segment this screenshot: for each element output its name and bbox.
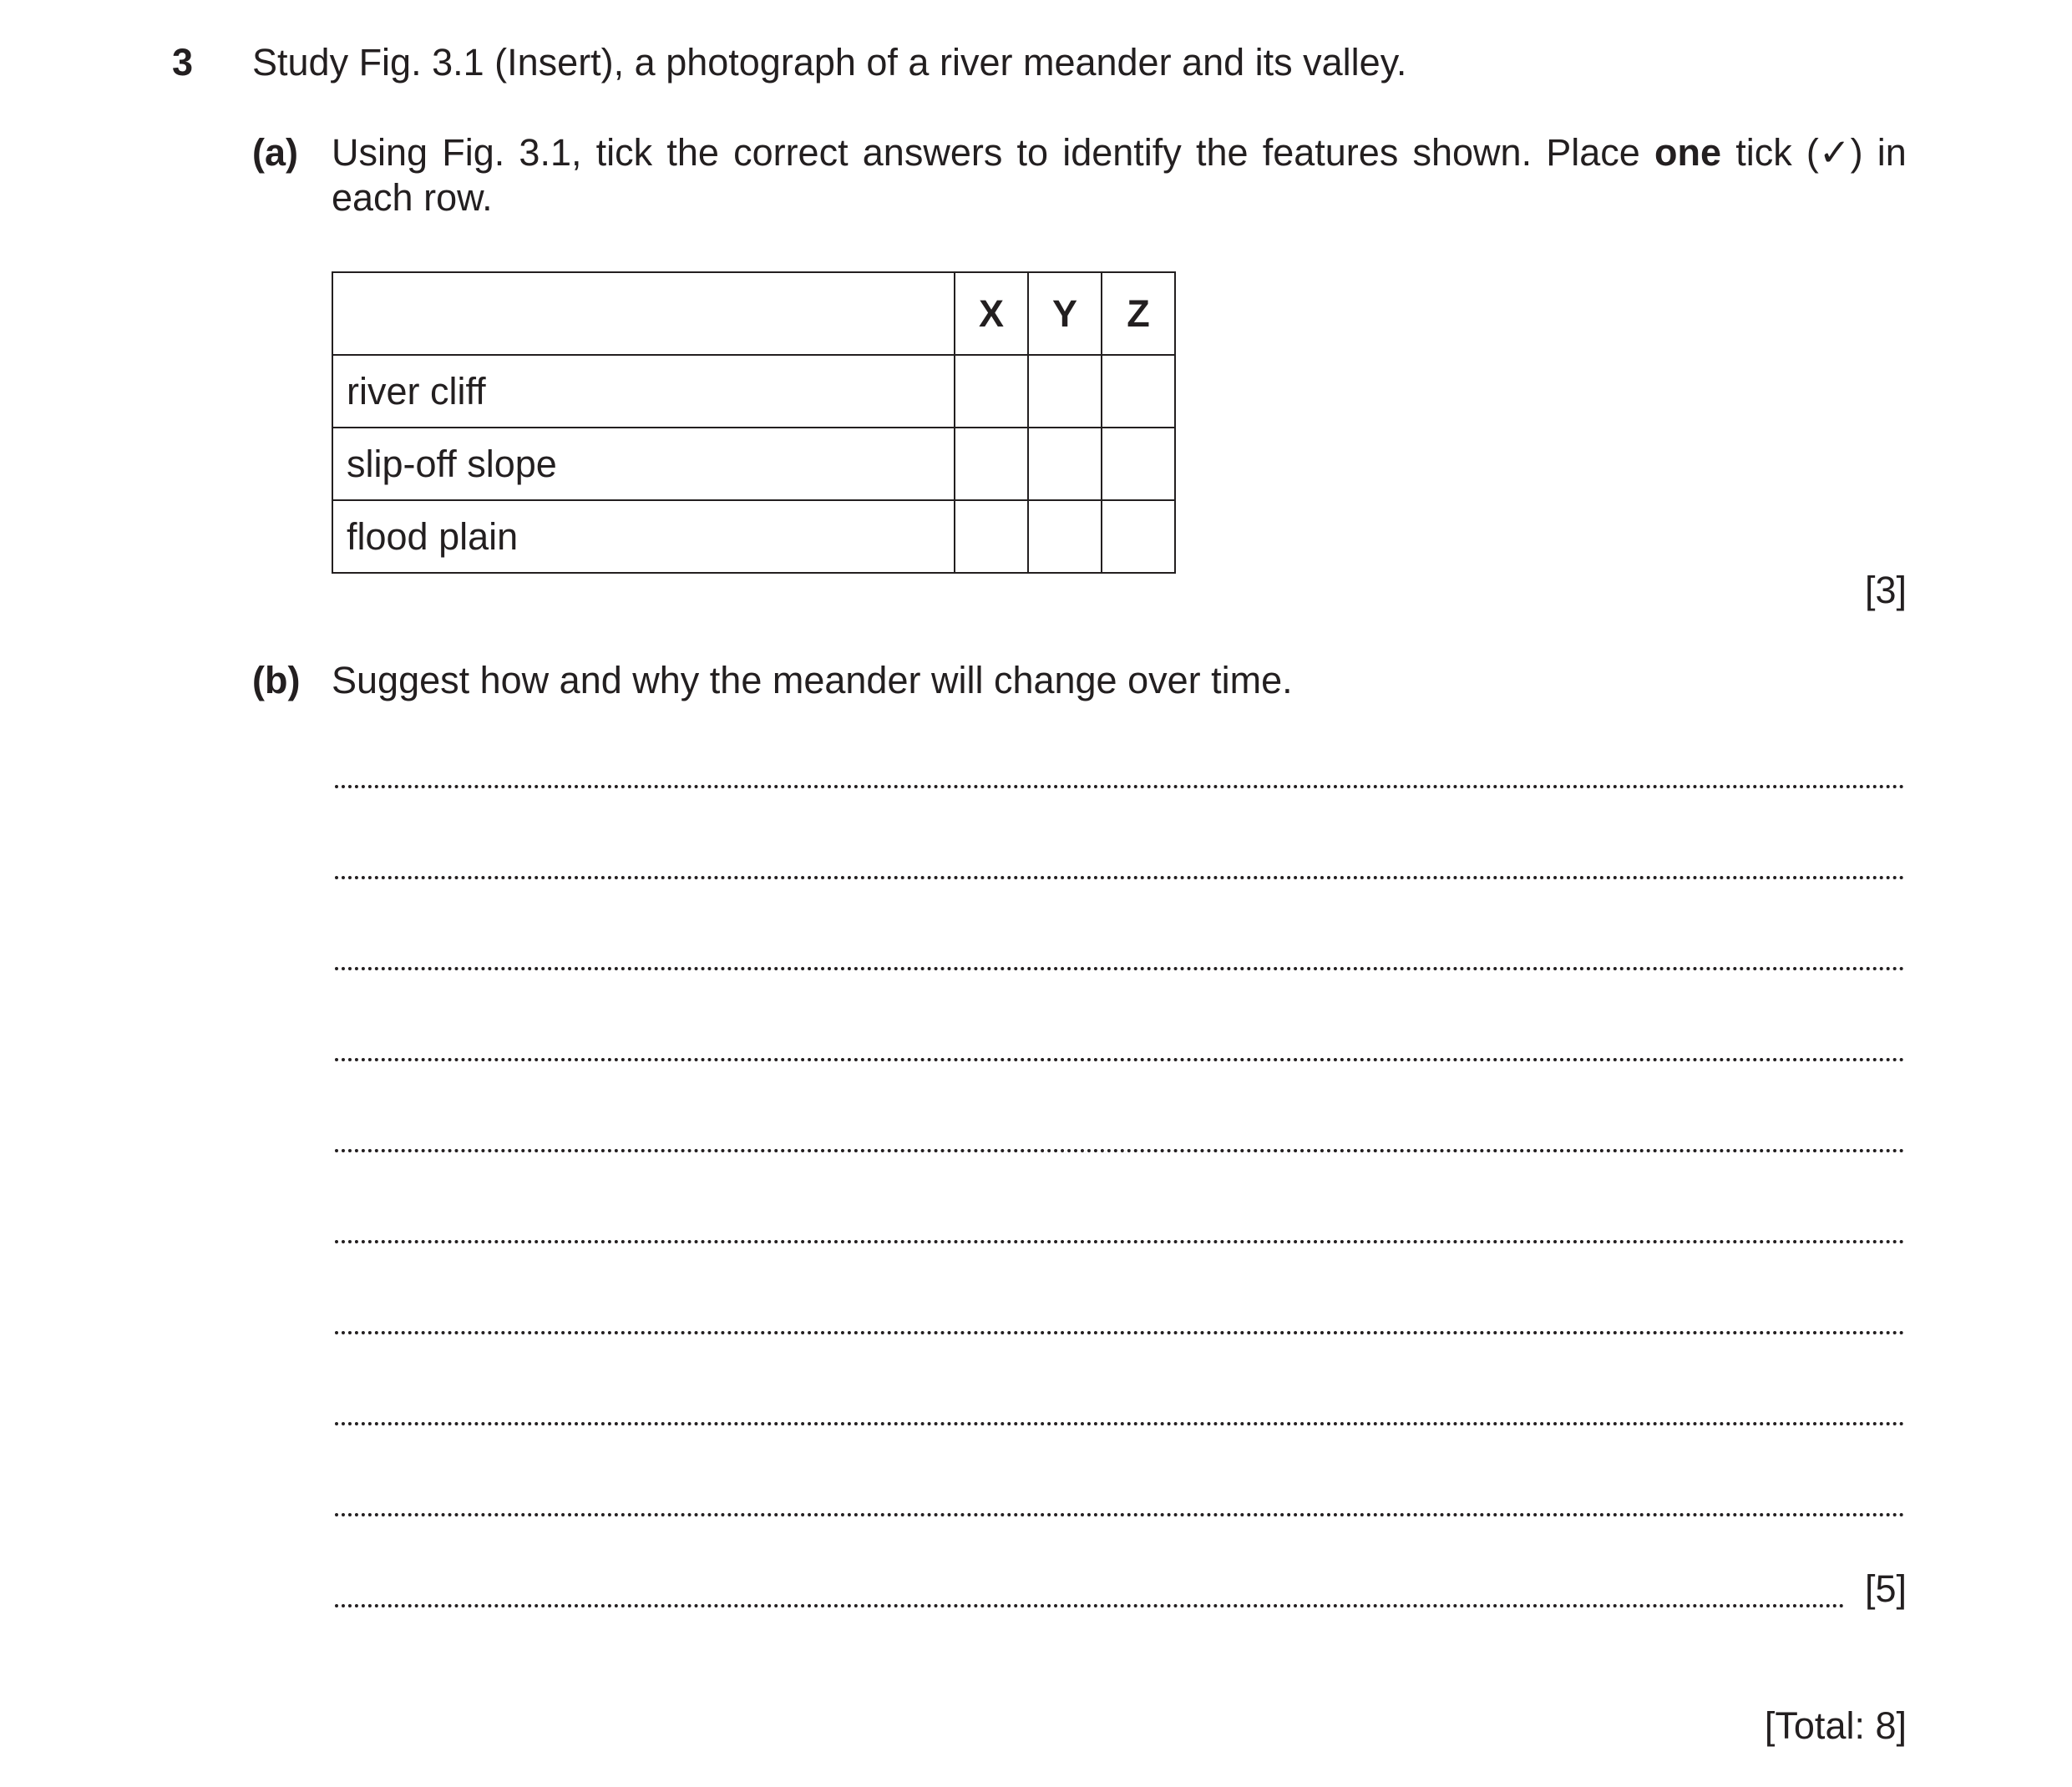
table-row — [332, 500, 1175, 573]
instruction-word: features — [1262, 131, 1399, 174]
instruction-word: tick — [1735, 131, 1792, 174]
tick-cell-flood-plain-y[interactable] — [1028, 500, 1102, 573]
tick-cell-river-cliff-z[interactable] — [1102, 355, 1175, 428]
instruction-word: in — [1877, 131, 1907, 174]
part-b-prompt: Suggest how and why the meander will change over time. — [332, 659, 1293, 701]
column-header-y: Y — [1028, 272, 1102, 355]
instruction-word: 3.1, — [519, 131, 582, 174]
part-a-label: (a) — [252, 131, 298, 174]
instruction-word: the — [666, 131, 719, 174]
question-stem: Study Fig. 3.1 (Insert), a photograph of a river meander and its valley. — [252, 41, 1407, 84]
answer-line[interactable] — [335, 1331, 1905, 1334]
column-header-x: X — [955, 272, 1028, 355]
tick-cell-river-cliff-x[interactable] — [955, 355, 1028, 428]
row-label-flood-plain: flood plain — [332, 500, 955, 573]
tick-cell-slip-off-slope-z[interactable] — [1102, 428, 1175, 500]
instruction-word: correct — [733, 131, 849, 174]
question-number: 3 — [172, 41, 194, 84]
table-header-row — [332, 272, 1175, 355]
part-a-instruction-line2: each row. — [332, 176, 493, 219]
answer-line[interactable] — [335, 785, 1905, 788]
tick-cell-flood-plain-z[interactable] — [1102, 500, 1175, 573]
instruction-word: Fig. — [442, 131, 505, 174]
answer-line[interactable] — [335, 876, 1905, 879]
instruction-word: one — [1654, 131, 1722, 174]
answer-line[interactable] — [335, 1149, 1905, 1152]
total-marks: [Total: 8] — [1764, 1704, 1907, 1747]
part-a-instruction — [332, 130, 1907, 175]
answer-line[interactable] — [335, 1513, 1905, 1516]
answer-line[interactable] — [335, 967, 1905, 970]
instruction-word: Place — [1546, 131, 1640, 174]
tick-cell-slip-off-slope-y[interactable] — [1028, 428, 1102, 500]
instruction-word: answers — [862, 131, 1003, 174]
part-b-marks: [5] — [1864, 1567, 1907, 1610]
instruction-word: Using — [332, 131, 428, 174]
table-header-blank — [332, 272, 955, 355]
row-label-river-cliff: river cliff — [332, 355, 955, 428]
instruction-word: the — [1195, 131, 1249, 174]
part-a-marks: [3] — [1864, 569, 1907, 611]
table-row — [332, 428, 1175, 500]
answer-line[interactable] — [335, 1058, 1905, 1061]
tick-cell-slip-off-slope-x[interactable] — [955, 428, 1028, 500]
table-row — [332, 355, 1175, 428]
instruction-word: to — [1016, 131, 1049, 174]
answer-line[interactable] — [335, 1604, 1845, 1607]
instruction-word: shown. — [1412, 131, 1532, 174]
answer-line[interactable] — [335, 1240, 1905, 1243]
tick-cell-flood-plain-x[interactable] — [955, 500, 1028, 573]
instruction-word: tick — [595, 131, 653, 174]
instruction-word: identify — [1062, 131, 1182, 174]
feature-tick-table — [332, 271, 1176, 574]
instruction-word: (✓) — [1806, 131, 1863, 174]
part-b-label: (b) — [252, 659, 301, 701]
tick-cell-river-cliff-y[interactable] — [1028, 355, 1102, 428]
answer-line[interactable] — [335, 1422, 1905, 1425]
row-label-slip-off-slope: slip-off slope — [332, 428, 955, 500]
column-header-z: Z — [1102, 272, 1175, 355]
